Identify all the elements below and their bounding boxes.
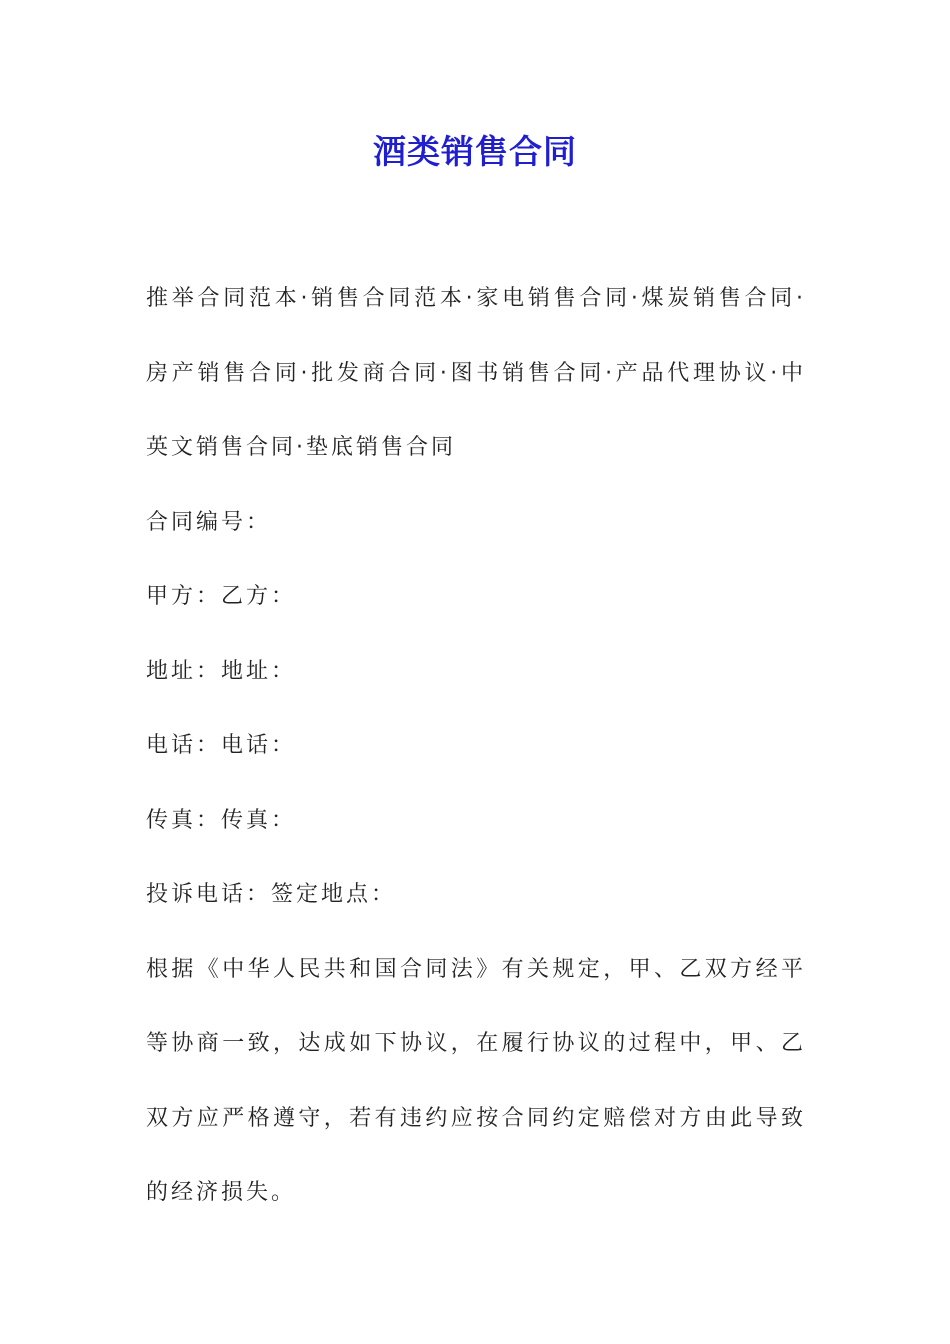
fax-line: 传真：传真： bbox=[146, 807, 297, 833]
address-line: 地址：地址： bbox=[146, 658, 297, 684]
contract-number-line: 合同编号： bbox=[146, 509, 272, 535]
recommend-links-paragraph: 推举合同范本·销售合同范本·家电销售合同·煤炭销售合同·房产销售合同·批发商合同·图书销售合同·产品代理协议·中英文销售合同·垫底销售合同 bbox=[146, 286, 806, 460]
document-body bbox=[146, 262, 806, 1231]
complaint-line: 投诉电话：签定地点： bbox=[146, 882, 397, 907]
phone-line: 电话：电话： bbox=[146, 733, 297, 758]
party-line: 甲方：乙方： bbox=[146, 584, 297, 609]
preamble-paragraph: 根据《中华人民共和国合同法》有关规定，甲、乙双方经平等协商一致，达成如下协议，在履行协议的过程中，甲、乙双方应严格遵守，若有违约应按合同约定赔偿对方由此导致的经济损失。 bbox=[146, 956, 806, 1205]
document-title: 酒类销售合同 bbox=[373, 132, 577, 171]
